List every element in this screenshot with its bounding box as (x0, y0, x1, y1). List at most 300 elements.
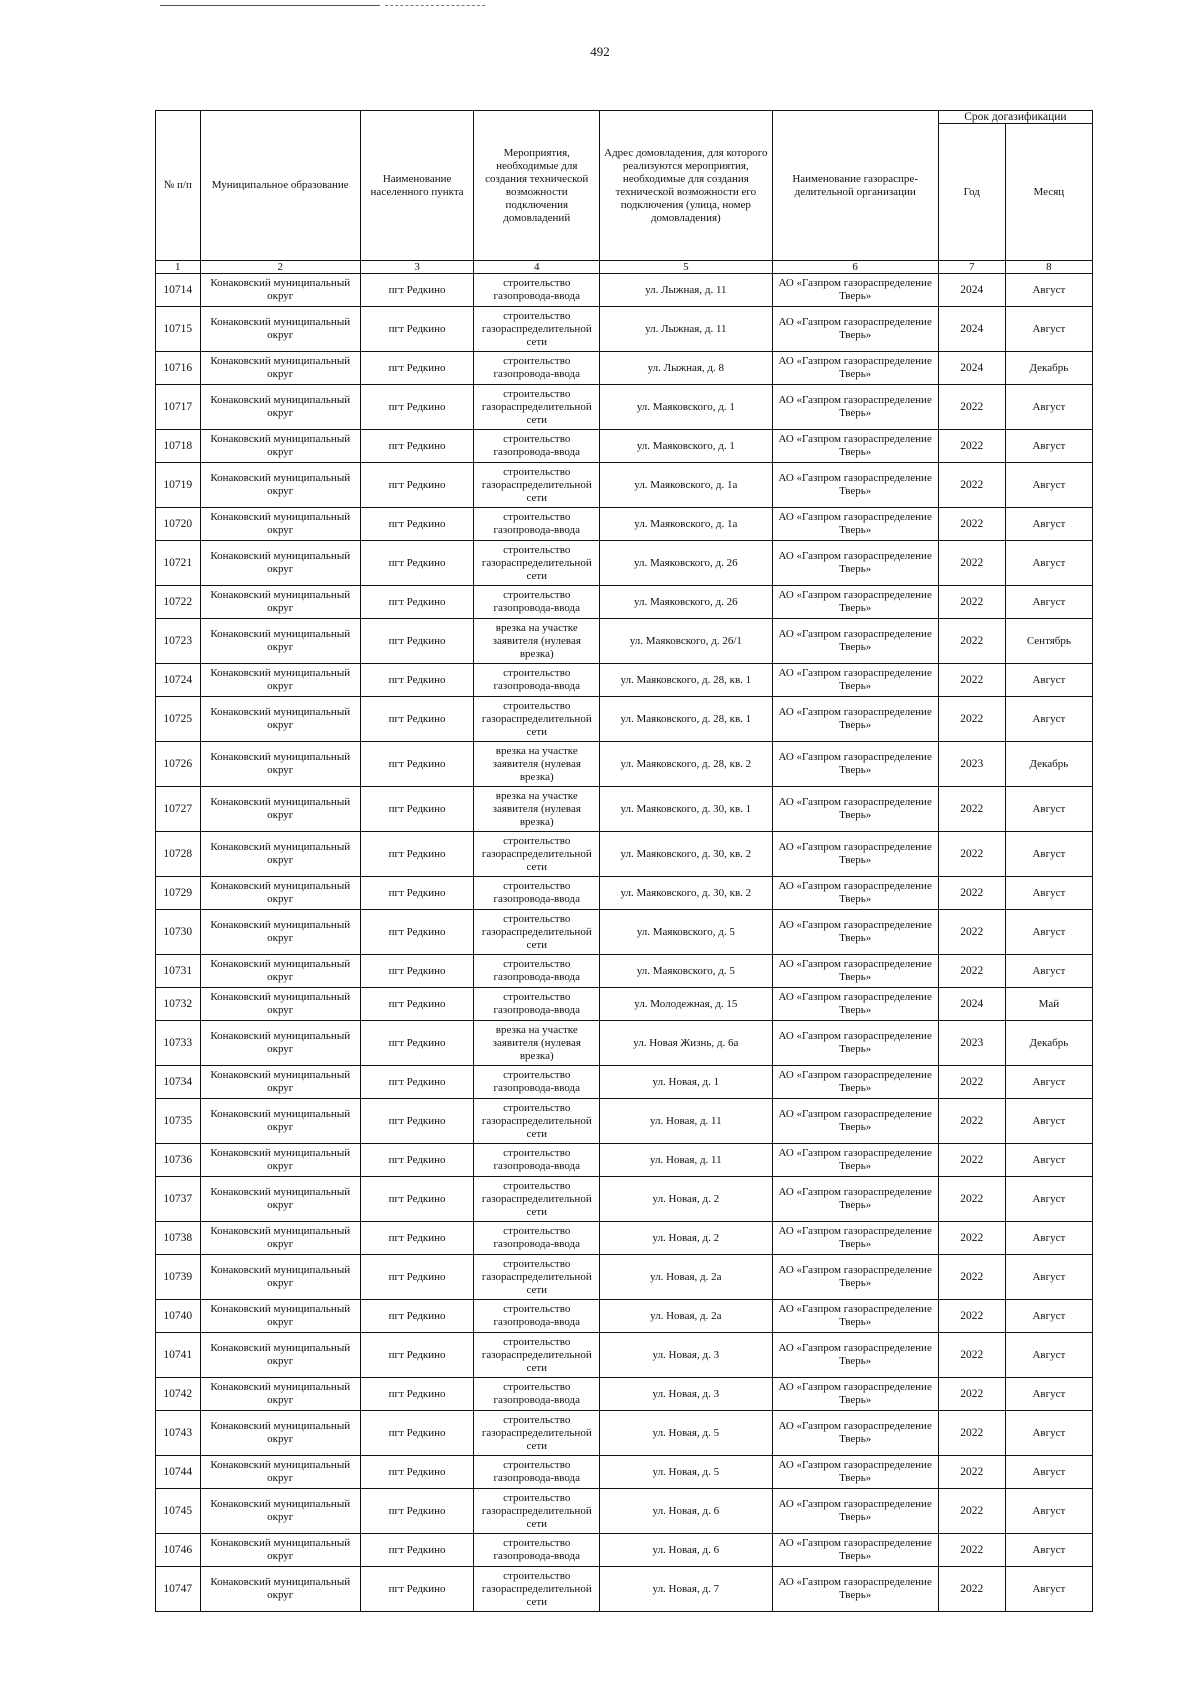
cell-municipality: Конаковский муниципальный округ (200, 352, 360, 385)
cell-gas-organization: АО «Газпром газораспределение Тверь» (772, 619, 938, 664)
cell-settlement: пгт Редкино (360, 1333, 474, 1378)
cell-gas-organization: АО «Газпром газораспределение Тверь» (772, 832, 938, 877)
cell-measure: строительство газопровода-ввода (474, 988, 600, 1021)
cell-year: 2024 (938, 307, 1005, 352)
cell-settlement: пгт Редкино (360, 1456, 474, 1489)
cell-address: ул. Новая, д. 5 (600, 1411, 772, 1456)
cell-settlement: пгт Редкино (360, 463, 474, 508)
cell-municipality: Конаковский муниципальный округ (200, 742, 360, 787)
cell-year: 2022 (938, 1177, 1005, 1222)
column-number: 8 (1005, 261, 1092, 274)
cell-municipality: Конаковский муниципальный округ (200, 508, 360, 541)
cell-month: Август (1005, 910, 1092, 955)
cell-row-number: 10717 (156, 385, 201, 430)
cell-settlement: пгт Редкино (360, 955, 474, 988)
cell-month: Август (1005, 1567, 1092, 1612)
cell-row-number: 10719 (156, 463, 201, 508)
cell-municipality: Конаковский муниципальный округ (200, 1333, 360, 1378)
cell-settlement: пгт Редкино (360, 307, 474, 352)
column-number: 5 (600, 261, 772, 274)
table-row (156, 1534, 1093, 1567)
cell-measure: врезка на участке заявителя (нулевая врезка) (474, 742, 600, 787)
cell-address: ул. Маяковского, д. 28, кв. 2 (600, 742, 772, 787)
cell-row-number: 10728 (156, 832, 201, 877)
cell-measure: строительство газораспределительной сети (474, 541, 600, 586)
cell-year: 2022 (938, 541, 1005, 586)
cell-gas-organization: АО «Газпром газораспределение Тверь» (772, 1456, 938, 1489)
cell-measure: строительство газопровода-ввода (474, 664, 600, 697)
cell-address: ул. Лыжная, д. 11 (600, 274, 772, 307)
cell-measure: строительство газопровода-ввода (474, 1144, 600, 1177)
cell-address: ул. Маяковского, д. 1а (600, 463, 772, 508)
cell-year: 2022 (938, 586, 1005, 619)
cell-measure: строительство газораспределительной сети (474, 1411, 600, 1456)
cell-measure: строительство газопровода-ввода (474, 955, 600, 988)
cell-settlement: пгт Редкино (360, 1222, 474, 1255)
table-row (156, 274, 1093, 307)
cell-year: 2022 (938, 1378, 1005, 1411)
cell-municipality: Конаковский муниципальный округ (200, 1456, 360, 1489)
cell-address: ул. Новая, д. 2 (600, 1222, 772, 1255)
cell-month: Август (1005, 385, 1092, 430)
cell-municipality: Конаковский муниципальный округ (200, 910, 360, 955)
cell-row-number: 10716 (156, 352, 201, 385)
cell-measure: строительство газопровода-ввода (474, 1534, 600, 1567)
cell-measure: строительство газопровода-ввода (474, 274, 600, 307)
cell-year: 2022 (938, 1099, 1005, 1144)
cell-year: 2022 (938, 1066, 1005, 1099)
cell-gas-organization: АО «Газпром газораспределение Тверь» (772, 274, 938, 307)
cell-gas-organization: АО «Газпром газораспределение Тверь» (772, 508, 938, 541)
cell-row-number: 10721 (156, 541, 201, 586)
cell-municipality: Конаковский муниципальный округ (200, 1177, 360, 1222)
cell-gas-organization: АО «Газпром газораспределение Тверь» (772, 307, 938, 352)
cell-address: ул. Маяковского, д. 28, кв. 1 (600, 664, 772, 697)
cell-row-number: 10725 (156, 697, 201, 742)
cell-month: Август (1005, 877, 1092, 910)
cell-municipality: Конаковский муниципальный округ (200, 541, 360, 586)
cell-year: 2023 (938, 742, 1005, 787)
table-row (156, 586, 1093, 619)
cell-settlement: пгт Редкино (360, 1144, 474, 1177)
cell-month: Август (1005, 1066, 1092, 1099)
cell-address: ул. Новая, д. 2а (600, 1255, 772, 1300)
cell-month: Август (1005, 274, 1092, 307)
table-row (156, 1099, 1093, 1144)
cell-settlement: пгт Редкино (360, 1255, 474, 1300)
cell-municipality: Конаковский муниципальный округ (200, 1378, 360, 1411)
cell-month: Август (1005, 832, 1092, 877)
cell-measure: строительство газопровода-ввода (474, 430, 600, 463)
cell-measure: строительство газопровода-ввода (474, 1456, 600, 1489)
cell-gas-organization: АО «Газпром газораспределение Тверь» (772, 430, 938, 463)
cell-settlement: пгт Редкино (360, 832, 474, 877)
cell-address: ул. Маяковского, д. 30, кв. 1 (600, 787, 772, 832)
cell-year: 2022 (938, 619, 1005, 664)
cell-row-number: 10740 (156, 1300, 201, 1333)
cell-row-number: 10724 (156, 664, 201, 697)
cell-gas-organization: АО «Газпром газораспределение Тверь» (772, 352, 938, 385)
cell-measure: строительство газораспределительной сети (474, 1177, 600, 1222)
header-settlement: Наименование населенного пункта (360, 111, 474, 261)
cell-measure: строительство газопровода-ввода (474, 508, 600, 541)
cell-month: Август (1005, 430, 1092, 463)
cell-month: Август (1005, 1411, 1092, 1456)
cell-address: ул. Маяковского, д. 1 (600, 385, 772, 430)
cell-settlement: пгт Редкино (360, 742, 474, 787)
cell-municipality: Конаковский муниципальный округ (200, 586, 360, 619)
cell-month: Август (1005, 955, 1092, 988)
cell-year: 2022 (938, 1300, 1005, 1333)
header-address: Адрес домовладения, для которого реализуются мероприятия, необходимые для создания технической возможности его подключения (улица, номер домовладения) (600, 111, 772, 261)
cell-row-number: 10731 (156, 955, 201, 988)
cell-month: Август (1005, 787, 1092, 832)
cell-settlement: пгт Редкино (360, 1534, 474, 1567)
cell-year: 2022 (938, 1489, 1005, 1534)
cell-settlement: пгт Редкино (360, 274, 474, 307)
cell-measure: строительство газопровода-ввода (474, 586, 600, 619)
cell-year: 2022 (938, 463, 1005, 508)
cell-measure: строительство газораспределительной сети (474, 1489, 600, 1534)
cell-municipality: Конаковский муниципальный округ (200, 274, 360, 307)
cell-year: 2022 (938, 1333, 1005, 1378)
cell-gas-organization: АО «Газпром газораспределение Тверь» (772, 541, 938, 586)
cell-municipality: Конаковский муниципальный округ (200, 385, 360, 430)
header-row-number: № п/п (156, 111, 201, 261)
cell-settlement: пгт Редкино (360, 1489, 474, 1534)
cell-row-number: 10715 (156, 307, 201, 352)
cell-gas-organization: АО «Газпром газораспределение Тверь» (772, 988, 938, 1021)
cell-year: 2022 (938, 910, 1005, 955)
cell-municipality: Конаковский муниципальный округ (200, 877, 360, 910)
cell-row-number: 10747 (156, 1567, 201, 1612)
cell-row-number: 10737 (156, 1177, 201, 1222)
cell-municipality: Конаковский муниципальный округ (200, 1489, 360, 1534)
cell-gas-organization: АО «Газпром газораспределение Тверь» (772, 910, 938, 955)
cell-month: Август (1005, 463, 1092, 508)
cell-municipality: Конаковский муниципальный округ (200, 1222, 360, 1255)
cell-month: Август (1005, 664, 1092, 697)
cell-month: Август (1005, 1222, 1092, 1255)
cell-address: ул. Маяковского, д. 1 (600, 430, 772, 463)
cell-address: ул. Молодежная, д. 15 (600, 988, 772, 1021)
cell-measure: строительство газораспределительной сети (474, 1255, 600, 1300)
cell-year: 2022 (938, 787, 1005, 832)
cell-address: ул. Маяковского, д. 28, кв. 1 (600, 697, 772, 742)
cell-measure: строительство газораспределительной сети (474, 910, 600, 955)
table-row (156, 1177, 1093, 1222)
cell-municipality: Конаковский муниципальный округ (200, 430, 360, 463)
cell-month: Август (1005, 1144, 1092, 1177)
table-row (156, 988, 1093, 1021)
cell-month: Декабрь (1005, 1021, 1092, 1066)
table-row (156, 910, 1093, 955)
cell-row-number: 10736 (156, 1144, 201, 1177)
column-number: 2 (200, 261, 360, 274)
cell-year: 2024 (938, 352, 1005, 385)
cell-year: 2024 (938, 274, 1005, 307)
table-row (156, 1567, 1093, 1612)
cell-measure: строительство газораспределительной сети (474, 832, 600, 877)
cell-address: ул. Новая, д. 2а (600, 1300, 772, 1333)
cell-settlement: пгт Редкино (360, 1411, 474, 1456)
table-row (156, 1021, 1093, 1066)
cell-measure: строительство газопровода-ввода (474, 1066, 600, 1099)
table-row (156, 1066, 1093, 1099)
header-municipality: Муниципальное образование (200, 111, 360, 261)
cell-row-number: 10743 (156, 1411, 201, 1456)
cell-month: Август (1005, 307, 1092, 352)
cell-address: ул. Маяковского, д. 1а (600, 508, 772, 541)
cell-settlement: пгт Редкино (360, 352, 474, 385)
cell-row-number: 10720 (156, 508, 201, 541)
cell-month: Декабрь (1005, 352, 1092, 385)
column-number: 4 (474, 261, 600, 274)
cell-municipality: Конаковский муниципальный округ (200, 1066, 360, 1099)
cell-gas-organization: АО «Газпром газораспределение Тверь» (772, 463, 938, 508)
cell-month: Август (1005, 1534, 1092, 1567)
cell-settlement: пгт Редкино (360, 430, 474, 463)
cell-month: Август (1005, 697, 1092, 742)
cell-row-number: 10741 (156, 1333, 201, 1378)
cell-measure: строительство газораспределительной сети (474, 697, 600, 742)
cell-settlement: пгт Редкино (360, 988, 474, 1021)
cell-row-number: 10718 (156, 430, 201, 463)
cell-settlement: пгт Редкино (360, 877, 474, 910)
cell-address: ул. Новая, д. 6 (600, 1534, 772, 1567)
cell-gas-organization: АО «Газпром газораспределение Тверь» (772, 1144, 938, 1177)
cell-measure: строительство газораспределительной сети (474, 1567, 600, 1612)
cell-settlement: пгт Редкино (360, 1066, 474, 1099)
cell-settlement: пгт Редкино (360, 910, 474, 955)
cell-gas-organization: АО «Газпром газораспределение Тверь» (772, 385, 938, 430)
cell-address: ул. Лыжная, д. 8 (600, 352, 772, 385)
column-number: 6 (772, 261, 938, 274)
cell-measure: врезка на участке заявителя (нулевая врезка) (474, 787, 600, 832)
cell-address: ул. Новая, д. 2 (600, 1177, 772, 1222)
cell-settlement: пгт Редкино (360, 1567, 474, 1612)
cell-row-number: 10745 (156, 1489, 201, 1534)
cell-row-number: 10727 (156, 787, 201, 832)
cell-settlement: пгт Редкино (360, 508, 474, 541)
cell-gas-organization: АО «Газпром газораспределение Тверь» (772, 697, 938, 742)
cell-gas-organization: АО «Газпром газораспределение Тверь» (772, 1021, 938, 1066)
cell-address: ул. Новая, д. 11 (600, 1144, 772, 1177)
header-year: Год (938, 124, 1005, 261)
cell-gas-organization: АО «Газпром газораспределение Тверь» (772, 955, 938, 988)
cell-municipality: Конаковский муниципальный округ (200, 1255, 360, 1300)
cell-municipality: Конаковский муниципальный округ (200, 1021, 360, 1066)
gasification-table (155, 110, 1093, 1612)
header-gas-organization: Наименование газораспре-делительной организации (772, 111, 938, 261)
cell-settlement: пгт Редкино (360, 1177, 474, 1222)
cell-month: Декабрь (1005, 742, 1092, 787)
cell-row-number: 10714 (156, 274, 201, 307)
cell-address: ул. Лыжная, д. 11 (600, 307, 772, 352)
cell-month: Май (1005, 988, 1092, 1021)
cell-measure: врезка на участке заявителя (нулевая врезка) (474, 619, 600, 664)
cell-row-number: 10726 (156, 742, 201, 787)
cell-year: 2022 (938, 697, 1005, 742)
cell-gas-organization: АО «Газпром газораспределение Тверь» (772, 1378, 938, 1411)
cell-month: Сентябрь (1005, 619, 1092, 664)
table-row (156, 877, 1093, 910)
table-row (156, 1456, 1093, 1489)
cell-month: Август (1005, 1489, 1092, 1534)
cell-settlement: пгт Редкино (360, 1300, 474, 1333)
table-row (156, 1222, 1093, 1255)
cell-address: ул. Новая, д. 7 (600, 1567, 772, 1612)
cell-address: ул. Новая, д. 1 (600, 1066, 772, 1099)
cell-address: ул. Новая, д. 11 (600, 1099, 772, 1144)
cell-settlement: пгт Редкино (360, 664, 474, 697)
table-row (156, 1255, 1093, 1300)
cell-month: Август (1005, 586, 1092, 619)
cell-address: ул. Маяковского, д. 5 (600, 955, 772, 988)
table-row (156, 1489, 1093, 1534)
cell-address: ул. Маяковского, д. 26 (600, 541, 772, 586)
cell-address: ул. Новая, д. 3 (600, 1378, 772, 1411)
cell-gas-organization: АО «Газпром газораспределение Тверь» (772, 1489, 938, 1534)
cell-measure: строительство газораспределительной сети (474, 463, 600, 508)
cell-municipality: Конаковский муниципальный округ (200, 1144, 360, 1177)
cell-municipality: Конаковский муниципальный округ (200, 307, 360, 352)
column-number: 3 (360, 261, 474, 274)
cell-settlement: пгт Редкино (360, 541, 474, 586)
table-row (156, 832, 1093, 877)
table-row (156, 508, 1093, 541)
cell-row-number: 10722 (156, 586, 201, 619)
cell-year: 2022 (938, 1144, 1005, 1177)
cell-settlement: пгт Редкино (360, 1021, 474, 1066)
cell-gas-organization: АО «Газпром газораспределение Тверь» (772, 787, 938, 832)
table-row (156, 1333, 1093, 1378)
cell-gas-organization: АО «Газпром газораспределение Тверь» (772, 1099, 938, 1144)
cell-month: Август (1005, 1300, 1092, 1333)
cell-municipality: Конаковский муниципальный округ (200, 988, 360, 1021)
table-row (156, 787, 1093, 832)
cell-municipality: Конаковский муниципальный округ (200, 955, 360, 988)
cell-row-number: 10739 (156, 1255, 201, 1300)
cell-settlement: пгт Редкино (360, 619, 474, 664)
header-measures: Мероприятия, необходимые для создания технической возможности подключения домовладений (474, 111, 600, 261)
scan-top-dash (385, 5, 485, 7)
table-row (156, 1378, 1093, 1411)
table-row (156, 1411, 1093, 1456)
table-row (156, 430, 1093, 463)
table-row (156, 463, 1093, 508)
table-row (156, 664, 1093, 697)
cell-year: 2022 (938, 1567, 1005, 1612)
cell-municipality: Конаковский муниципальный округ (200, 1099, 360, 1144)
cell-year: 2022 (938, 664, 1005, 697)
cell-measure: строительство газопровода-ввода (474, 352, 600, 385)
cell-measure: строительство газопровода-ввода (474, 1300, 600, 1333)
cell-gas-organization: АО «Газпром газораспределение Тверь» (772, 1177, 938, 1222)
cell-month: Август (1005, 1255, 1092, 1300)
cell-year: 2022 (938, 508, 1005, 541)
header-month: Месяц (1005, 124, 1092, 261)
cell-year: 2022 (938, 1222, 1005, 1255)
cell-address: ул. Новая Жизнь, д. 6а (600, 1021, 772, 1066)
cell-measure: строительство газораспределительной сети (474, 1333, 600, 1378)
cell-row-number: 10742 (156, 1378, 201, 1411)
cell-month: Август (1005, 508, 1092, 541)
cell-row-number: 10733 (156, 1021, 201, 1066)
cell-month: Август (1005, 1177, 1092, 1222)
cell-address: ул. Маяковского, д. 26/1 (600, 619, 772, 664)
cell-measure: строительство газораспределительной сети (474, 1099, 600, 1144)
cell-month: Август (1005, 1333, 1092, 1378)
column-number: 7 (938, 261, 1005, 274)
cell-year: 2024 (938, 988, 1005, 1021)
table-row (156, 1300, 1093, 1333)
cell-row-number: 10723 (156, 619, 201, 664)
table-row (156, 955, 1093, 988)
cell-year: 2022 (938, 955, 1005, 988)
cell-year: 2022 (938, 1255, 1005, 1300)
cell-year: 2022 (938, 1456, 1005, 1489)
gasification-table-wrapper (155, 110, 1093, 1612)
cell-year: 2022 (938, 877, 1005, 910)
cell-month: Август (1005, 1456, 1092, 1489)
scan-top-rule (160, 5, 380, 6)
cell-gas-organization: АО «Газпром газораспределение Тверь» (772, 1066, 938, 1099)
cell-gas-organization: АО «Газпром газораспределение Тверь» (772, 1534, 938, 1567)
cell-measure: строительство газораспределительной сети (474, 307, 600, 352)
cell-address: ул. Маяковского, д. 26 (600, 586, 772, 619)
cell-settlement: пгт Редкино (360, 787, 474, 832)
header-gasification-deadline: Срок догазификации (938, 111, 1092, 124)
table-row (156, 307, 1093, 352)
column-number: 1 (156, 261, 201, 274)
cell-gas-organization: АО «Газпром газораспределение Тверь» (772, 1222, 938, 1255)
cell-municipality: Конаковский муниципальный округ (200, 664, 360, 697)
cell-address: ул. Новая, д. 3 (600, 1333, 772, 1378)
cell-municipality: Конаковский муниципальный округ (200, 1300, 360, 1333)
cell-measure: строительство газораспределительной сети (474, 385, 600, 430)
cell-year: 2023 (938, 1021, 1005, 1066)
cell-month: Август (1005, 541, 1092, 586)
cell-gas-organization: АО «Газпром газораспределение Тверь» (772, 1567, 938, 1612)
cell-gas-organization: АО «Газпром газораспределение Тверь» (772, 586, 938, 619)
cell-row-number: 10730 (156, 910, 201, 955)
cell-row-number: 10744 (156, 1456, 201, 1489)
cell-gas-organization: АО «Газпром газораспределение Тверь» (772, 1255, 938, 1300)
cell-measure: строительство газопровода-ввода (474, 877, 600, 910)
table-body (156, 274, 1093, 1612)
cell-year: 2022 (938, 1411, 1005, 1456)
cell-municipality: Конаковский муниципальный округ (200, 697, 360, 742)
cell-municipality: Конаковский муниципальный округ (200, 787, 360, 832)
table-row (156, 385, 1093, 430)
cell-address: ул. Новая, д. 6 (600, 1489, 772, 1534)
page-number: 492 (590, 44, 610, 59)
cell-year: 2022 (938, 430, 1005, 463)
cell-measure: строительство газопровода-ввода (474, 1378, 600, 1411)
cell-row-number: 10738 (156, 1222, 201, 1255)
cell-settlement: пгт Редкино (360, 586, 474, 619)
cell-municipality: Конаковский муниципальный округ (200, 832, 360, 877)
cell-gas-organization: АО «Газпром газораспределение Тверь» (772, 742, 938, 787)
cell-address: ул. Новая, д. 5 (600, 1456, 772, 1489)
cell-gas-organization: АО «Газпром газораспределение Тверь» (772, 1411, 938, 1456)
cell-address: ул. Маяковского, д. 5 (600, 910, 772, 955)
cell-municipality: Конаковский муниципальный округ (200, 463, 360, 508)
cell-measure: строительство газопровода-ввода (474, 1222, 600, 1255)
table-row (156, 1144, 1093, 1177)
cell-measure: врезка на участке заявителя (нулевая врезка) (474, 1021, 600, 1066)
